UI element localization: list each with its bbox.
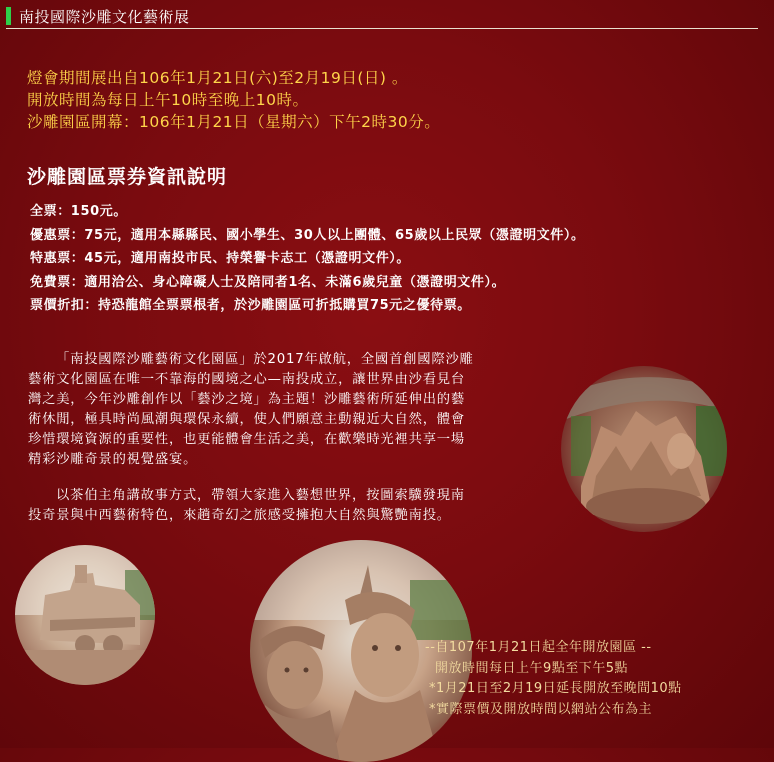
page-title: 南投國際沙雕文化藝術展 — [19, 8, 190, 26]
page-header — [6, 6, 758, 29]
intro-paragraph-2 — [28, 486, 546, 526]
intro-line: 投奇景與中西藝術特色，來趟奇幻之旅感受擁抱大自然與驚艷南投。 — [28, 508, 451, 523]
notice-dates: 燈會期間展出自106年1月21日(六)至2月19日(日) 。 — [27, 69, 408, 87]
ticket-full: 全票：150元。 — [30, 204, 127, 219]
ticket-free: 免費票：適用洽公、身心障礙人士及陪同者1名、未滿6歲兒童（憑證明文件）。 — [30, 274, 506, 290]
sand-sculpture-figures-photo — [561, 366, 727, 532]
intro-line: 藝術文化園區在唯一不靠海的國境之心—南投成立，讓世界由沙看見台 — [28, 372, 466, 387]
intro-line: 術休閒，極具時尚風潮與環保永續，使人們願意主動親近大自然，體會 — [28, 412, 466, 427]
footer-line-year-round: --自107年1月21日起全年開放園區 -- — [425, 640, 652, 655]
exhibition-notice — [27, 67, 440, 133]
ticket-special: 特惠票：45元，適用南投市民、持榮譽卡志工（憑證明文件）。 — [30, 251, 410, 266]
tickets-heading: 沙雕園區票券資訊說明 — [27, 166, 228, 188]
footer-line-disclaimer: *實際票價及開放時間以網站公布為主 — [429, 701, 653, 717]
intro-line: 珍惜環境資源的重要性，也更能體會生活之美，在歡樂時光裡共享一場 — [28, 432, 466, 447]
ticket-discount: 優惠票：75元，適用本縣縣民、國小學生、30人以上團體、65歲以上民眾（憑證明文件）。 — [30, 227, 585, 243]
sand-sculpture-train-photo — [15, 545, 155, 685]
opening-info-footer — [425, 638, 682, 720]
intro-line: 「南投國際沙雕藝術文化園區」於2017年啟航，全國首創國際沙雕 — [56, 352, 474, 367]
intro-line: 以茶伯主角講故事方式，帶領大家進入藝想世界，按圖索驥發現南 — [56, 488, 465, 503]
intro-line: 精彩沙雕奇景的視覺盛宴。 — [28, 452, 198, 467]
ticket-combo-discount: 票價折扣：持恐龍館全票票根者，於沙雕園區可折抵購買75元之優待票。 — [30, 298, 471, 313]
footer-line-hours: 開放時間每日上午9點至下午5點 — [435, 660, 629, 676]
accent-bar — [6, 7, 11, 25]
intro-line: 灣之美，今年沙雕創作以「藝沙之境」為主題！沙雕藝術所延伸出的藝 — [28, 392, 466, 407]
intro-paragraph-1 — [28, 350, 546, 470]
notice-opening: 沙雕園區開幕：106年1月21日（星期六）下午2時30分。 — [27, 113, 441, 131]
notice-hours: 開放時間為每日上午10時至晚上10時。 — [27, 91, 309, 109]
ticket-list — [30, 200, 585, 318]
footer-line-extended: *1月21日至2月19日延長開放至晚間10點 — [429, 681, 682, 696]
